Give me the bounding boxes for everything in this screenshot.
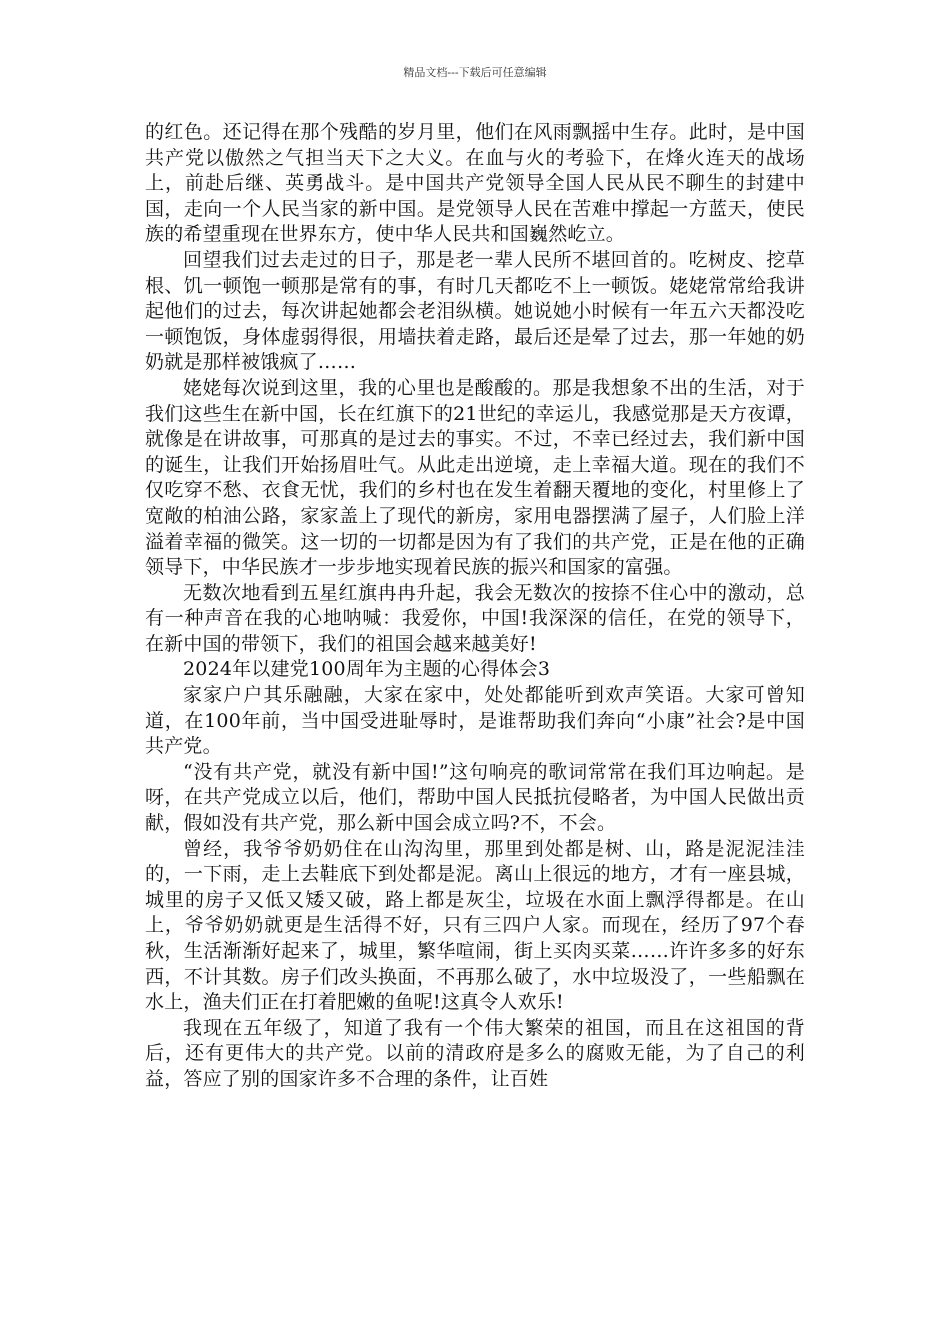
paragraph-8: 我现在五年级了，知道了我有一个伟大繁荣的祖国，而且在这祖国的背后，还有更伟大的共产党。以前的清政府是多么的腐败无能，为了自己的利益，答应了别的国家许多不合理的条件，让百姓 <box>145 1016 805 1090</box>
paragraph-2: 回望我们过去走过的日子，那是老一辈人民所不堪回首的。吃树皮、挖草根、饥一顿饱一顿那是常有的事，有时几天都吃不上一顿饭。姥姥常常给我讲起他们的过去，每次讲起她都会老泪纵横。她说她小时候有一年五六天都没吃一顿饱饭，身体虚弱得很，用墙扶着走路，最后还是晕了过去，那一年她的奶奶就是那样被饿疯了…… <box>145 248 805 374</box>
paragraph-6: “没有共产党，就没有新中国!”这句响亮的歌词常常在我们耳边响起。是呀，在共产党成立以后，他们，帮助中国人民抵抗侵略者，为中国人民做出贡献，假如没有共产党，那么新中国会成立吗?不，不会。 <box>145 760 805 835</box>
page-header: 精品文档---下载后可任意编辑 <box>403 66 547 79</box>
paragraph-7: 曾经，我爷爷奶奶住在山沟沟里，那里到处都是树、山，路是泥泥洼洼的，一下雨，走上去鞋底下到处都是泥。离山上很远的地方，才有一座县城，城里的房子又低又矮又破，路上都是灰尘，垃圾在水面上飘浮得都是。在山上，爷爷奶奶就更是生活得不好，只有三四户人家。而现在，经历了97个春秋，生活渐渐好起来了，城里，繁华喧闹，街上买肉买菜……许许多多的好东西，不计其数。房子们改头换面，不再那么破了，水中垃圾没了，一些船飘在水上，渔夫们正在打着肥嫩的鱼呢!这真令人欢乐! <box>145 837 805 1014</box>
paragraph-5: 家家户户其乐融融，大家在家中，处处都能听到欢声笑语。大家可曾知道，在100年前，当中国受进耻辱时，是谁帮助我们奔向“小康”社会?是中国共产党。 <box>145 684 805 758</box>
paragraph-4: 无数次地看到五星红旗冉冉升起，我会无数次的按捺不住心中的激动，总有一种声音在我的心地呐喊：我爱你，中国!我深深的信任，在党的领导下，在新中国的带领下，我们的祖国会越来越美好! <box>145 581 805 655</box>
section-heading: 2024年以建党100周年为主题的心得体会3 <box>183 658 551 681</box>
paragraph-1: 的红色。还记得在那个残酷的岁月里，他们在风雨飘摇中生存。此时，是中国共产党以傲然之气担当天下之大义。在血与火的考验下，在烽火连天的战场上，前赴后继、英勇战斗。是中国共产党领导全国人民从民不聊生的封建中国，走向一个人民当家的新中国。是党领导人民在苦难中撑起一方蓝天，使民族的希望重现在世界东方，使中华人民共和国巍然屹立。 <box>145 121 805 246</box>
document-body <box>145 120 805 1093</box>
paragraph-3: 姥姥每次说到这里，我的心里也是酸酸的。那是我想象不出的生活，对于我们这些生在新中国，长在红旗下的21世纪的幸运儿，我感觉那是天方夜谭，就像是在讲故事，可那真的是过去的事实。不过，不幸已经过去，我们新中国的诞生，让我们开始扬眉吐气。从此走出逆境，走上幸福大道。现在的我们不仅吃穿不愁、衣食无忧，我们的乡村也在发生着翻天覆地的变化，村里修上了宽敞的柏油公路，家家盖上了现代的新房，家用电器摆满了屋子，人们脸上洋溢着幸福的微笑。这一切的一切都是因为有了我们的共产党，正是在他的正确领导下，中华民族才一步步地实现着民族的振兴和国家的富强。 <box>145 376 805 579</box>
